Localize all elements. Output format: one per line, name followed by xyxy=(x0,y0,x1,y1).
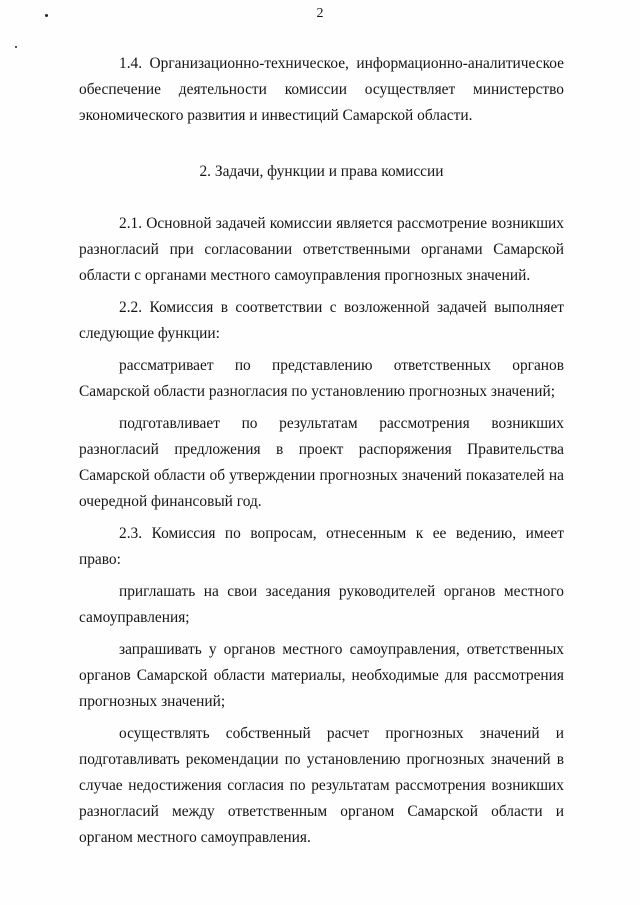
paragraph-2-2-item-1: рассматривает по представлению ответственных органов Самарской области разногласия по установлению прогнозных значений; xyxy=(79,357,564,400)
paragraph-2-3-item-2: запрашивать у органов местного самоуправления, ответственных органов Самарской области материалы, необходимые для рассмотрения прогнозных значений; xyxy=(79,641,564,710)
scan-speck xyxy=(15,46,17,48)
section-heading: 2. Задачи, функции и права комиссии xyxy=(199,163,444,180)
paragraph-2-2-item-2: подготавливает по результатам рассмотрения возникших разногласий предложения в проект распоряжения Правительства Самарской области об утверждении прогнозных значений показателей на очередной финансовый год. xyxy=(79,415,564,510)
paragraph-2-2: 2.2. Комиссия в соответствии с возложенной задачей выполняет следующие функции: xyxy=(79,299,564,342)
page-number: 2 xyxy=(316,6,324,21)
paragraph-2-3-item-3: осуществлять собственный расчет прогнозных значений и подготавливать рекомендации по установлению прогнозных значений в случае недостижения согласия по результатам рассмотрения возникших разногласий между ответственным органом Самарской области и органом местного самоуправления. xyxy=(79,725,564,846)
document-body xyxy=(79,51,564,851)
paragraph-1-4: 1.4. Организационно-техническое, информационно-аналитическое обеспечение деятельности комиссии осуществляет министерство экономического развития и инвестиций Самарской области. xyxy=(79,55,564,124)
paragraph-2-3: 2.3. Комиссия по вопросам, отнесенным к ее ведению, имеет право: xyxy=(79,525,564,568)
paragraph-2-3-item-1: приглашать на свои заседания руководителей органов местного самоуправления; xyxy=(79,583,564,626)
paragraph-2-1: 2.1. Основной задачей комиссии является рассмотрение возникших разногласий при согласовании ответственными органами Самарской области с органами местного самоуправления прогнозных значений. xyxy=(79,215,564,284)
